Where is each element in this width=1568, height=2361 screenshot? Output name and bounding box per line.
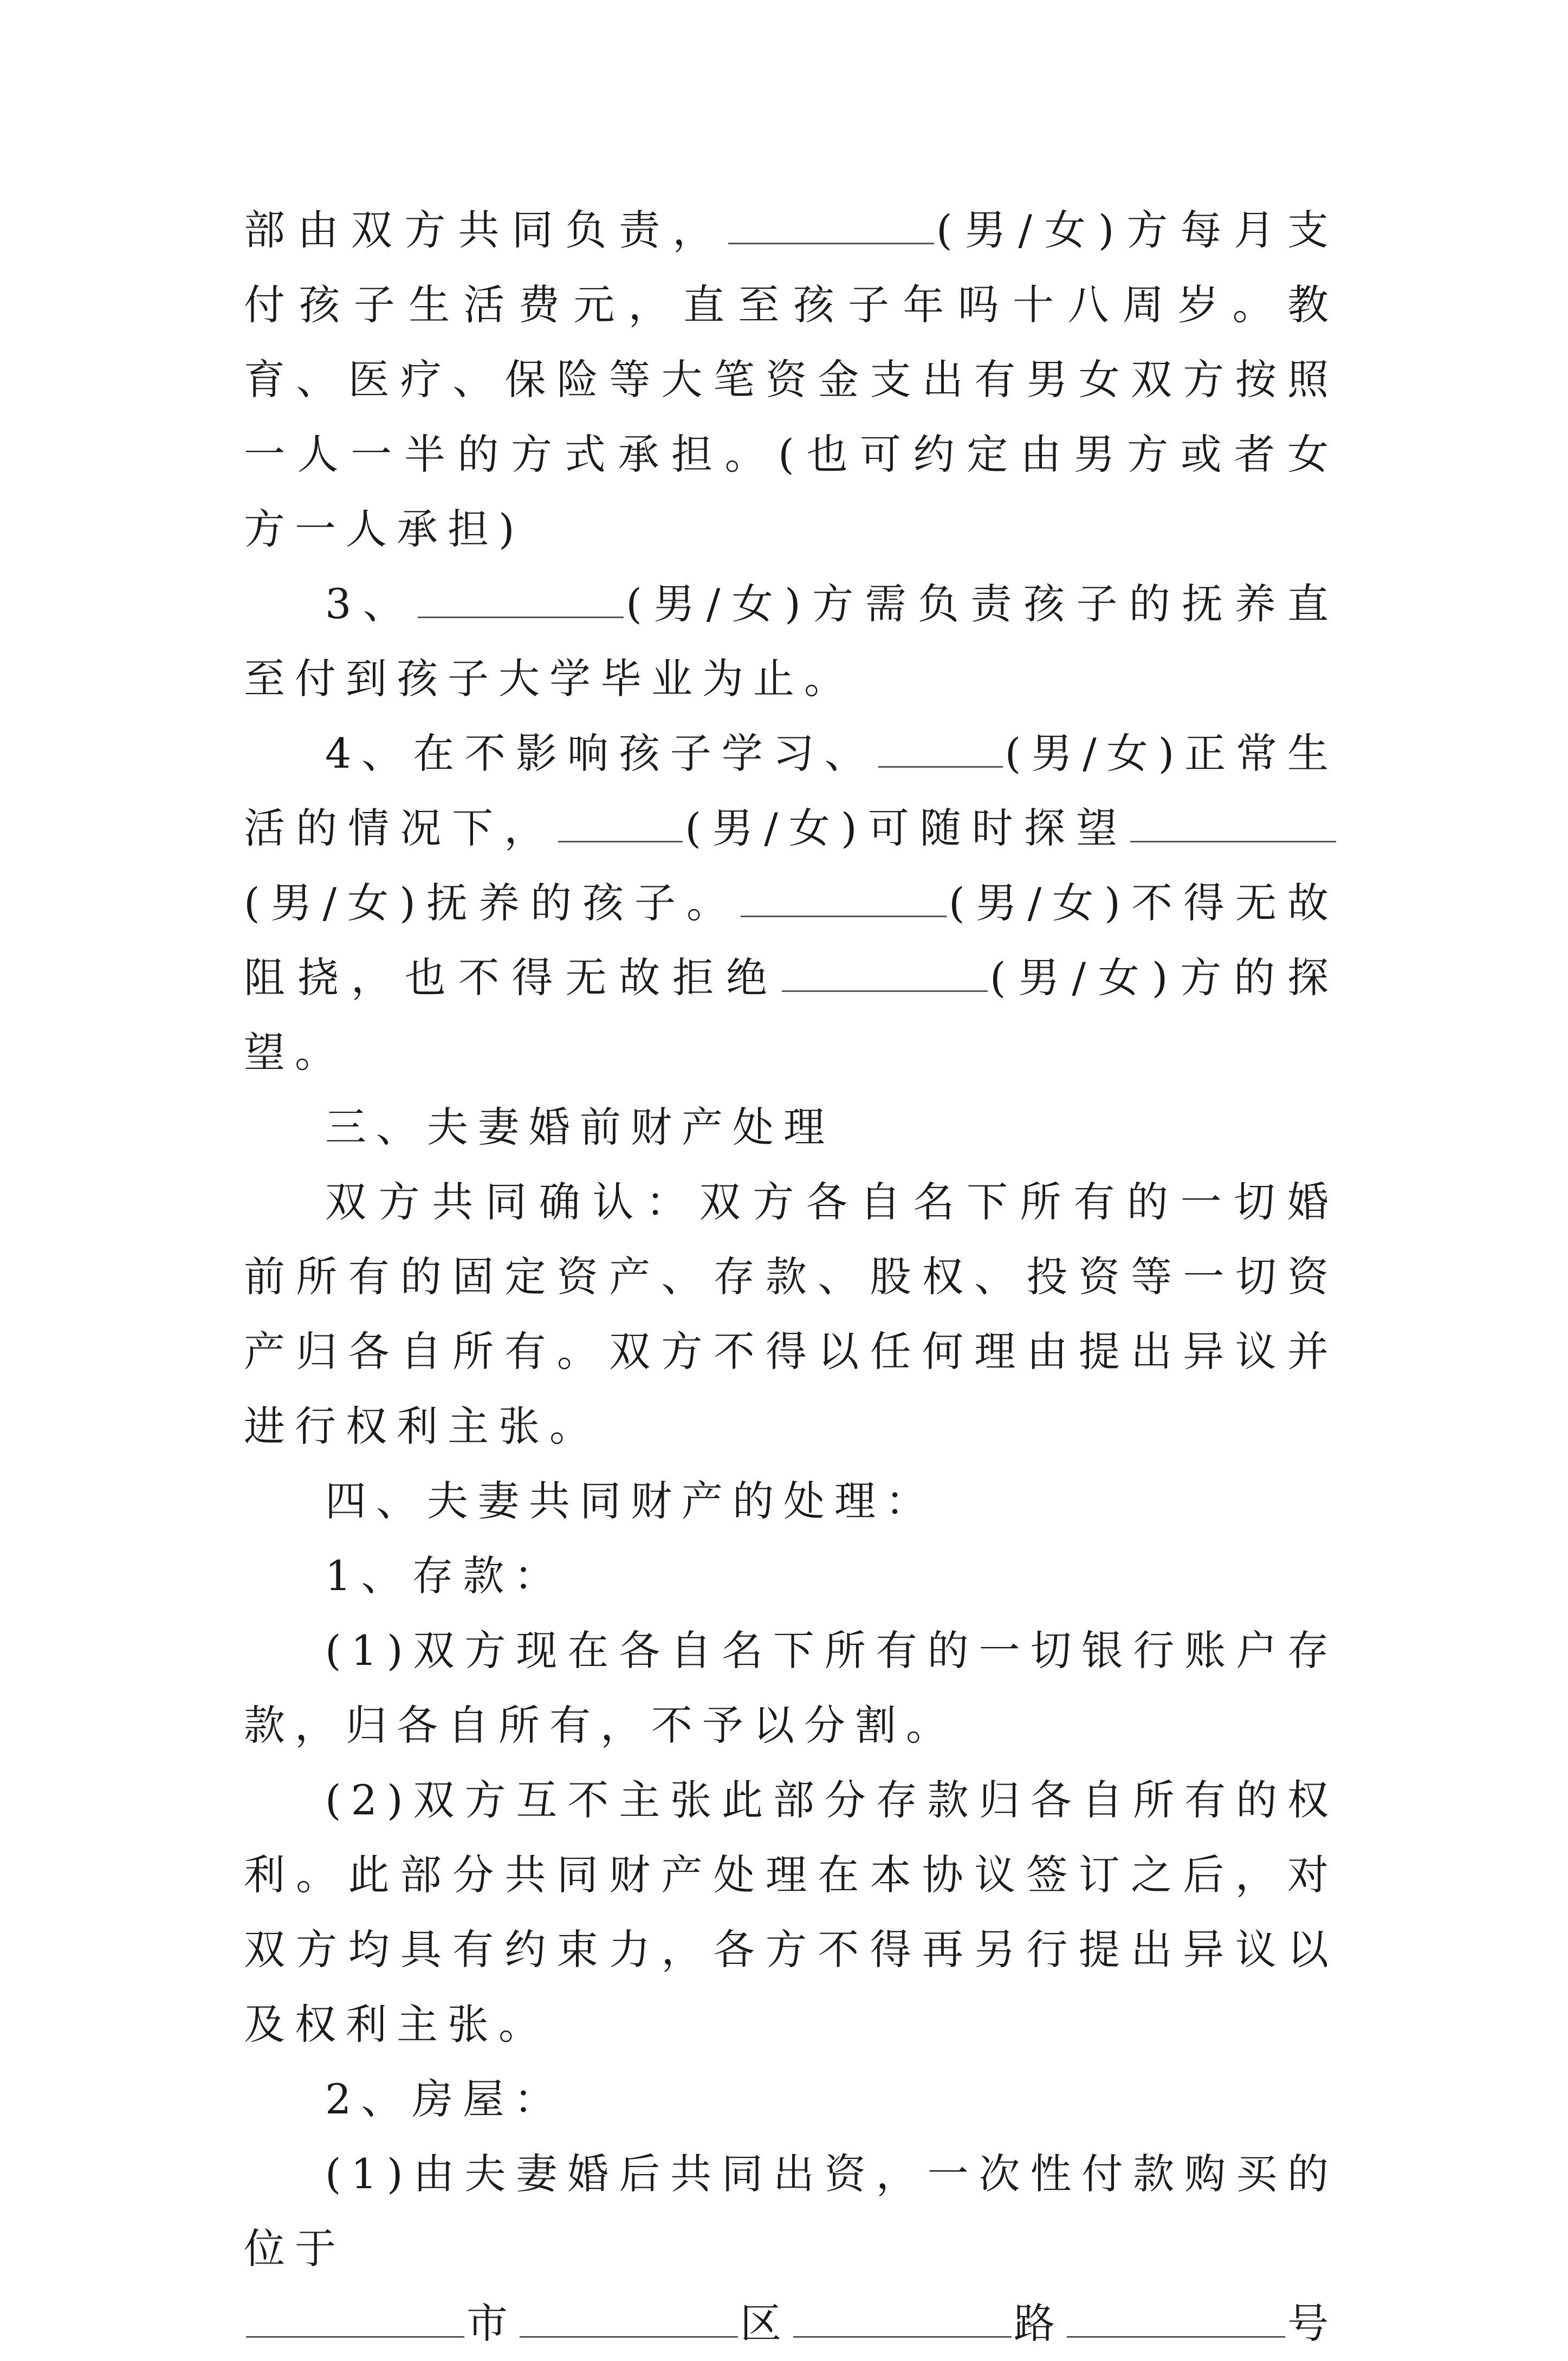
blank-number[interactable] [1067,2304,1285,2338]
blank-field[interactable] [741,883,947,917]
text-segment: (男/女)方的探望。 [244,954,1339,1076]
text-segment: (男/女)可随时探望 [685,804,1129,852]
item-deposits-1: (1)双方现在各自名下所有的一切银行账户存款，归各自所有，不予以分割。 [244,1626,1338,1749]
text-segment: (男/女)不得无故阻挠，也不得无故拒绝 [244,879,1339,1002]
item-house: 2、房屋： [325,2075,565,2123]
blank-field[interactable] [782,958,988,992]
blank-field[interactable] [418,584,624,618]
address-city-label: 市 [466,2299,517,2347]
text-segment: (男/女)抚养的孩子。 [244,879,739,927]
address-number-label: 号 [1287,2299,1338,2347]
text-segment: 部由双方共同负责， [244,206,726,254]
section-heading-premarital-property: 三、夫妻婚前财产处理 [325,1103,834,1151]
blank-road[interactable] [793,2304,1012,2338]
blank-city[interactable] [246,2304,464,2338]
paragraph-child-support [244,193,1338,567]
text-segment: (男/女)方需负责孩子的抚养直至付到孩子大学毕业为止。 [244,580,1339,703]
address-line [244,2286,1338,2361]
text-segment: (男/女)正常生活的情况下， [244,729,1339,852]
text-segment: 3、 [325,580,416,628]
paragraph-visitation [244,716,1338,1090]
address-road-label: 路 [1014,2299,1065,2347]
blank-field[interactable] [558,808,683,842]
blank-district[interactable] [520,2304,738,2338]
item-house-1: (1)由夫妻婚后共同出资，一次性付款购买的位于 [244,2150,1338,2273]
text-segment: (男/女)方每月支付孩子生活费元，直至孩子年吗十八周岁。教育、医疗、保险等大笔资金支出有男女双方按照一人一半的方式承担。(也可约定由男方或者女方一人承担) [244,206,1339,553]
item-deposits: 1、存款： [325,1552,565,1600]
paragraph-custody-university [244,567,1338,716]
section-heading-joint-property: 四、夫妻共同财产的处理： [325,1477,936,1525]
item-deposits-2: (2)双方互不主张此部分存款归各自所有的权利。此部分共同财产处理在本协议签订之后，对双方均具有约束力，各方不得再另行提出异议以及权利主张。 [244,1776,1338,2048]
paragraph-premarital-property: 双方共同确认：双方各自名下所有的一切婚前所有的固定资产、存款、股权、投资等一切资产归各自所有。双方不得以任何理由提出异议并进行权利主张。 [244,1178,1338,1450]
blank-field[interactable] [1130,808,1336,842]
document-body [244,193,1338,2361]
blank-field[interactable] [728,210,934,244]
text-segment: 4、在不影响孩子学习、 [325,729,876,777]
blank-field[interactable] [878,734,1003,768]
address-district-label: 区 [740,2299,791,2347]
